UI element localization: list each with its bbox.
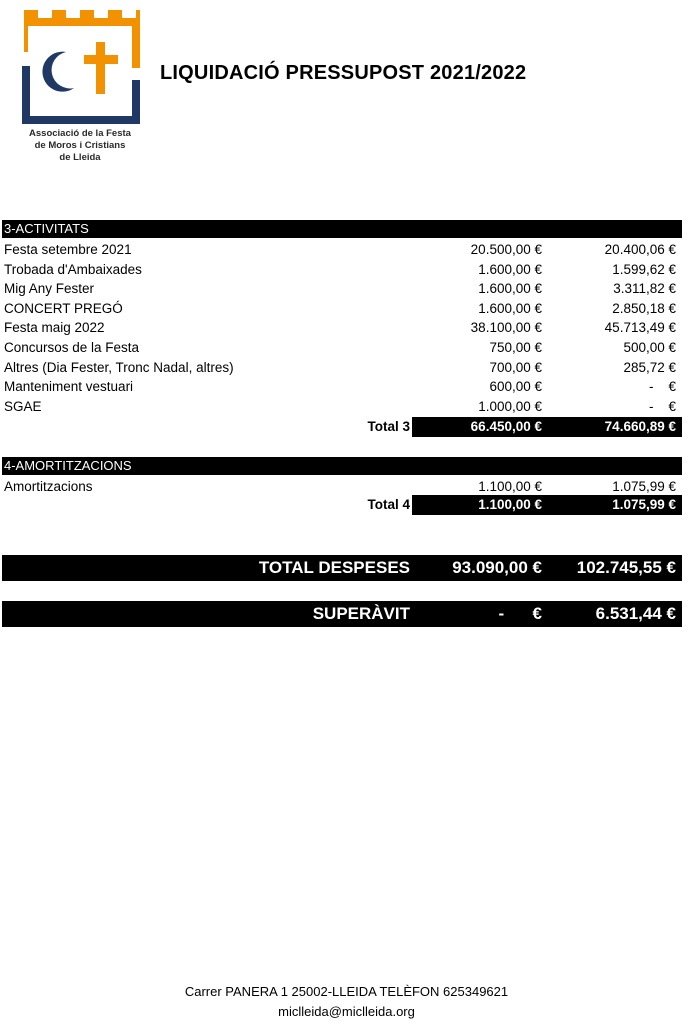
row-budget: 1.100,00 €: [478, 479, 542, 494]
row-budget: 1.600,00 €: [478, 300, 542, 316]
total-despeses-budget: 93.090,00 €: [452, 558, 542, 577]
row-label: Amortitzacions: [4, 479, 93, 494]
table-row: [2, 477, 682, 497]
table-row: [2, 397, 682, 417]
total-despeses-row: [2, 555, 682, 581]
superavit-actual: 6.531,44 €: [595, 604, 676, 623]
row-label: CONCERT PREGÓ: [4, 300, 123, 316]
total-actual: 1.075,99 €: [612, 497, 676, 512]
document-title: LIQUIDACIÓ PRESSUPOST 2021/2022: [160, 62, 527, 84]
logo-caption-line-1: Associació de la Festa: [29, 128, 131, 139]
total-row-activitats: [2, 417, 682, 437]
logo-caption-line-3: de Lleida: [59, 152, 101, 163]
row-label: Manteniment vestuari: [4, 379, 134, 395]
row-actual: 3.311,82 €: [613, 281, 676, 297]
row-label: Festa maig 2022: [4, 320, 105, 336]
row-actual: 2.850,18 €: [612, 300, 676, 316]
row-budget: 1.600,00 €: [478, 281, 542, 297]
table-row: [2, 279, 682, 299]
total-label: Total 4: [367, 497, 410, 512]
total-budget: 66.450,00 €: [470, 419, 542, 434]
footer-address: Carrer PANERA 1 25002-LLEIDA TELÈFON 625349621: [184, 984, 509, 999]
row-budget: 1.600,00 €: [478, 261, 542, 277]
table-row: [2, 260, 682, 280]
total-label: Total 3: [367, 419, 410, 434]
superavit-label: SUPERÀVIT: [312, 604, 410, 623]
cross-vertical: [96, 42, 105, 94]
row-actual: 1.599,62 €: [612, 261, 676, 277]
row-budget: 38.100,00 €: [470, 320, 542, 336]
row-label: Mig Any Fester: [4, 281, 95, 297]
crescent-moon-icon: [42, 52, 74, 92]
row-label: Concursos de la Festa: [4, 340, 140, 355]
table-row: [2, 358, 682, 378]
total-despeses-actual: 102.745,55 €: [576, 558, 676, 577]
table-row: [2, 299, 682, 319]
row-label: Festa setembre 2021: [4, 242, 132, 257]
row-actual: - €: [648, 379, 676, 395]
row-actual: - €: [648, 398, 676, 414]
table-row: [2, 318, 682, 338]
row-actual: 20.400,06 €: [604, 242, 676, 257]
row-budget: 750,00 €: [489, 340, 542, 355]
total-actual: 74.660,89 €: [604, 419, 676, 434]
row-actual: 45.713,49 €: [604, 320, 676, 336]
logo-caption: [18, 128, 142, 164]
table-row: [2, 240, 682, 260]
row-budget: 700,00 €: [489, 359, 542, 375]
row-actual: 1.075,99 €: [612, 479, 676, 494]
table-row: [2, 338, 682, 358]
superavit-row: [2, 601, 682, 627]
footer-email: miclleida@miclleida.org: [278, 1004, 415, 1019]
castle-battlement-frame: [24, 10, 140, 68]
row-actual: 500,00 €: [623, 340, 676, 355]
cross-horizontal: [84, 55, 118, 64]
section-header-amortitzacions: 4-AMORTITZACIONS: [2, 457, 682, 475]
total-despeses-label: TOTAL DESPESES: [258, 558, 410, 577]
table-row: [2, 377, 682, 397]
row-label: Altres (Dia Fester, Tronc Nadal, altres): [4, 359, 234, 375]
row-label: SGAE: [4, 398, 42, 414]
total-row-amortitzacions: [2, 495, 682, 515]
row-budget: 600,00 €: [489, 379, 542, 395]
row-budget: 20.500,00 €: [470, 242, 542, 257]
row-actual: 285,72 €: [623, 359, 676, 375]
section-header-activitats: 3-ACTIVITATS: [2, 220, 682, 238]
navy-frame: [22, 66, 140, 124]
row-label: Trobada d'Ambaixades: [4, 261, 142, 277]
superavit-budget: - €: [498, 604, 542, 623]
logo-caption-line-2: de Moros i Cristians: [34, 140, 126, 151]
total-budget: 1.100,00 €: [478, 497, 542, 512]
row-budget: 1.000,00 €: [478, 398, 542, 414]
